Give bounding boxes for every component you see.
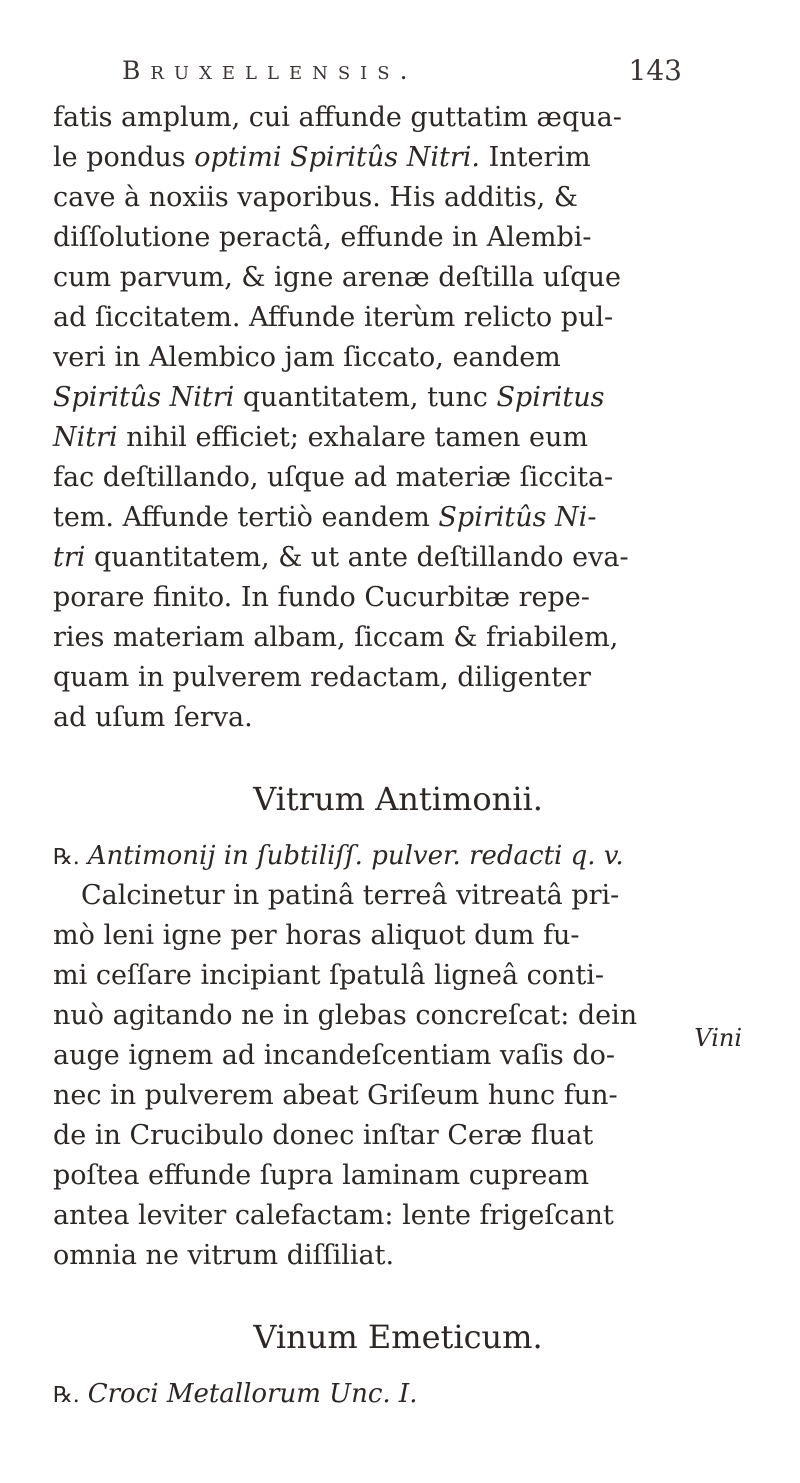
text-line: poſtea effunde ſupra laminam cupream	[53, 1160, 590, 1191]
recipe-symbol: ℞.	[53, 845, 80, 870]
text-line: fac deſtillando, uſque ad materiæ ſiccita-	[53, 462, 614, 493]
recipe-line: ℞. Croci Metallorum Unc. I.	[53, 1379, 418, 1409]
text-line: Calcinetur in patinâ terreâ vitreatâ pri-	[81, 880, 620, 911]
text-line: de in Crucibulo donec inſtar Ceræ fluat	[53, 1120, 594, 1151]
text-line: mi ceſſare incipiant ſpatulâ ligneâ conti-	[53, 960, 604, 991]
page-header	[122, 56, 682, 96]
text-line: cave à noxiis vaporibus. His additis, &	[53, 182, 578, 213]
text-line: ad ſiccitatem. Affunde iterùm relicto pul-	[53, 302, 614, 333]
text-line: diſſolutione peractâ, effunde in Alembi-	[53, 222, 592, 253]
text-line: le pondus optimi Spiritûs Nitri. Interim	[53, 142, 591, 173]
body-text	[53, 98, 743, 1414]
text-line: ries materiam albam, ſiccam & friabilem,	[53, 622, 619, 653]
section-title-vitrum-antimonii: Vitrum Antimonii.	[253, 780, 543, 818]
text-line: ad uſum ſerva.	[53, 702, 253, 733]
text-line: antea leviter calefactam: lente frigeſcant	[53, 1200, 614, 1231]
text-line: tri quantitatem, & ut ante deſtillando eva-	[53, 542, 629, 573]
text-line: porare finito. In fundo Cucurbitæ repe-	[53, 582, 590, 613]
catchword: Vini	[694, 1024, 742, 1052]
page-number: 143	[628, 54, 682, 87]
recipe-line: ℞. Antimonij in ſubtiliſſ. pulver. redacti q. v.	[53, 841, 624, 871]
running-head: Bruxellensis.	[122, 56, 418, 85]
text-line: mò leni igne per horas aliquot dum fu-	[53, 920, 580, 951]
text-line: Spiritûs Nitri quantitatem, tunc Spiritus	[53, 382, 605, 413]
recipe-symbol: ℞.	[53, 1383, 80, 1408]
text-line: nuò agitando ne in glebas concreſcat: dein	[53, 1000, 638, 1031]
text-line: quam in pulverem redactam, diligenter	[53, 662, 591, 693]
text-line: nec in pulverem abeat Griſeum hunc fun-	[53, 1080, 618, 1111]
text-line: Nitri nihil efficiet; exhalare tamen eum	[53, 422, 588, 453]
section-title-vinum-emeticum: Vinum Emeticum.	[253, 1318, 543, 1356]
text-line: fatis amplum, cui affunde guttatim æqua-	[53, 102, 622, 133]
text-line: auge ignem ad incandeſcentiam vaſis do-	[53, 1040, 615, 1071]
text-line: veri in Alembico jam ſiccato, eandem	[53, 342, 561, 373]
text-line: tem. Affunde tertiò eandem Spiritûs Ni-	[53, 502, 597, 533]
text-line: cum parvum, & igne arenæ deſtilla uſque	[53, 262, 621, 293]
text-line: omnia ne vitrum diſſiliat.	[53, 1240, 395, 1271]
